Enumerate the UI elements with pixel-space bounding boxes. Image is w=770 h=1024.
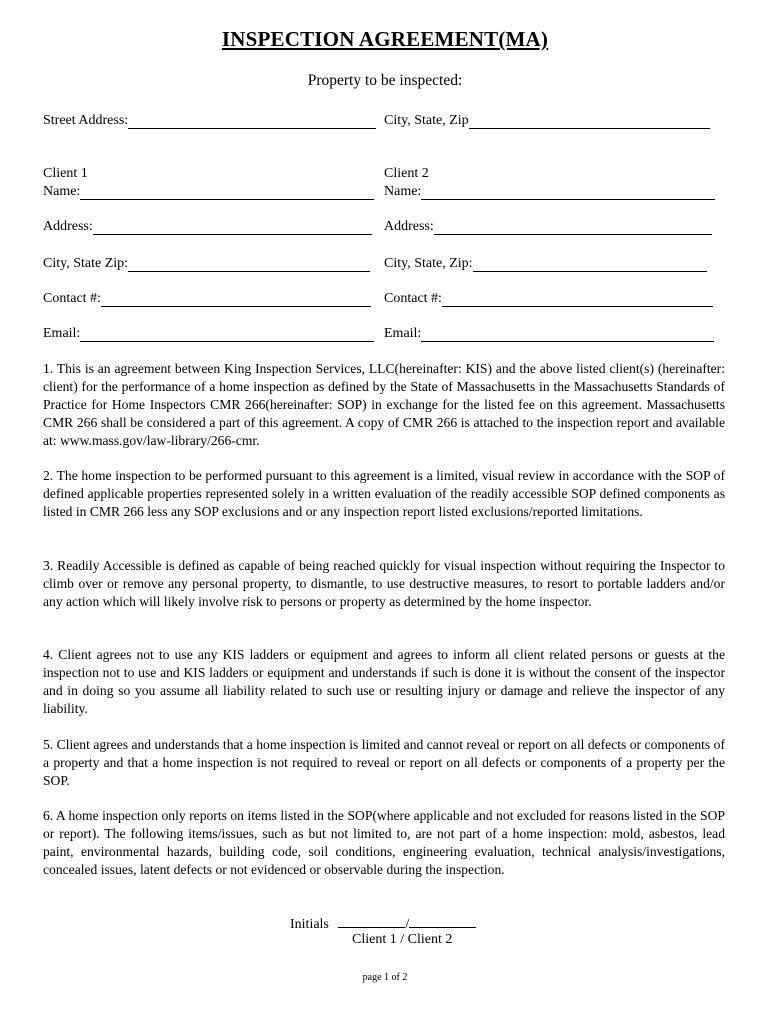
agreement-paragraph-3: 3. Readily Accessible is defined as capable of being reached quickly for visual inspection without requiring the Inspector to climb over or remove any personal property, to dismantle, to use destructive measures, to resort to portable ladders and/or any action which will likely involve risk to persons or property as determined by the home inspector. [43,558,725,609]
client1-email-field[interactable] [43,325,374,342]
client1-heading: Client 1 [43,166,88,181]
client2-city-field[interactable] [384,255,707,272]
client2-address-field[interactable] [384,218,712,235]
agreement-paragraph-4: 4. Client agrees not to use any KIS ladders or equipment and agrees to inform all client related persons or guests at the inspection not to use and KIS ladders or equipment and understands if such is done it is without the consent of the inspector and in doing so you assume all liability related to such use or resulting injury or damage and relieve the inspector of any liability. [43,647,725,716]
client2-name-blank[interactable] [421,184,715,200]
client2-email-blank[interactable] [421,326,714,342]
client2-email-field[interactable] [384,325,714,342]
client1-city-label: City, State Zip: [43,256,129,271]
client1-contact-field[interactable] [43,290,371,307]
client2-contact-blank[interactable] [442,291,713,307]
client2-heading: Client 2 [384,166,429,181]
client1-contact-blank[interactable] [101,291,371,307]
agreement-paragraph-5: 5. Client agrees and understands that a home inspection is limited and cannot reveal or report on all defects or components of a property and that a home inspection is not required to reveal or report on all defects or components of a property per the SOP. [43,737,725,788]
street-address-label: Street Address: [43,113,129,128]
client1-name-field[interactable] [43,183,374,200]
client2-initials-blank[interactable] [409,913,476,928]
client2-address-blank[interactable] [434,219,712,235]
initials-separator: / [405,917,410,932]
agreement-paragraph-1: 1. This is an agreement between King Inspection Services, LLC(hereinafter: KIS) and the above listed client(s) (hereinafter: client) for the performance of a home inspection as defined by the State of Massachusetts in the Massachusetts Standards of Practice for Home Inspectors CMR 266(hereinafter: SOP) in exchange for the listed fee on this agreement. Massachusetts CMR 266 shall be considered a part of this agreement. A copy of CMR 266 is attached to the inspection report and available at: www.mass.gov/law-library/266-cmr. [43,361,725,448]
client1-email-label: Email: [43,326,81,341]
client1-name-label: Name: [43,184,81,199]
client2-address-label: Address: [384,219,434,234]
agreement-paragraph-2: 2. The home inspection to be performed pursuant to this agreement is a limited, visual review in accordance with the SOP of defined applicable properties represented solely in a written evaluation of the readily accessible SOP defined components as listed in CMR 266 less any SOP exclusions and or any inspection report listed exclusions/reported limitations. [43,468,725,519]
property-city-field[interactable] [384,112,710,129]
client1-initials-blank[interactable] [338,913,405,928]
property-subtitle: Property to be inspected: [307,72,463,89]
client1-address-field[interactable] [43,218,372,235]
client1-name-blank[interactable] [80,184,374,200]
client1-contact-label: Contact #: [43,291,101,306]
initials-label: Initials [290,917,329,932]
street-address-field[interactable] [43,112,376,129]
agreement-paragraph-6: 6. A home inspection only reports on items listed in the SOP(where applicable and not excluded for reasons listed in the SOP or report). The following items/issues, such as but not limited to, are not part of a home inspection: mold, asbestos, lead paint, environmental hazards, building code, soil conditions, engineering evaluation, technical analysis/investigations, concealed issues, latent defects or not evidenced or observable during the inspection. [43,808,725,877]
client2-contact-field[interactable] [384,290,713,307]
client2-name-label: Name: [384,184,422,199]
client1-email-blank[interactable] [80,326,374,342]
property-city-blank[interactable] [469,113,710,129]
street-address-blank[interactable] [128,113,376,129]
page-footer: page 1 of 2 [362,972,408,983]
initials-row [290,913,476,933]
client1-city-blank[interactable] [128,256,370,272]
client1-city-field[interactable] [43,255,370,272]
client1-address-label: Address: [43,219,93,234]
document-title: INSPECTION AGREEMENT(MA) [221,27,549,51]
client1-address-blank[interactable] [93,219,372,235]
client2-name-field[interactable] [384,183,715,200]
client2-email-label: Email: [384,326,422,341]
client2-city-blank[interactable] [473,256,707,272]
initials-sub-label: Client 1 / Client 2 [352,932,453,947]
client2-city-label: City, State, Zip: [384,256,473,271]
property-city-label: City, State, Zip [384,113,469,128]
client2-contact-label: Contact #: [384,291,442,306]
